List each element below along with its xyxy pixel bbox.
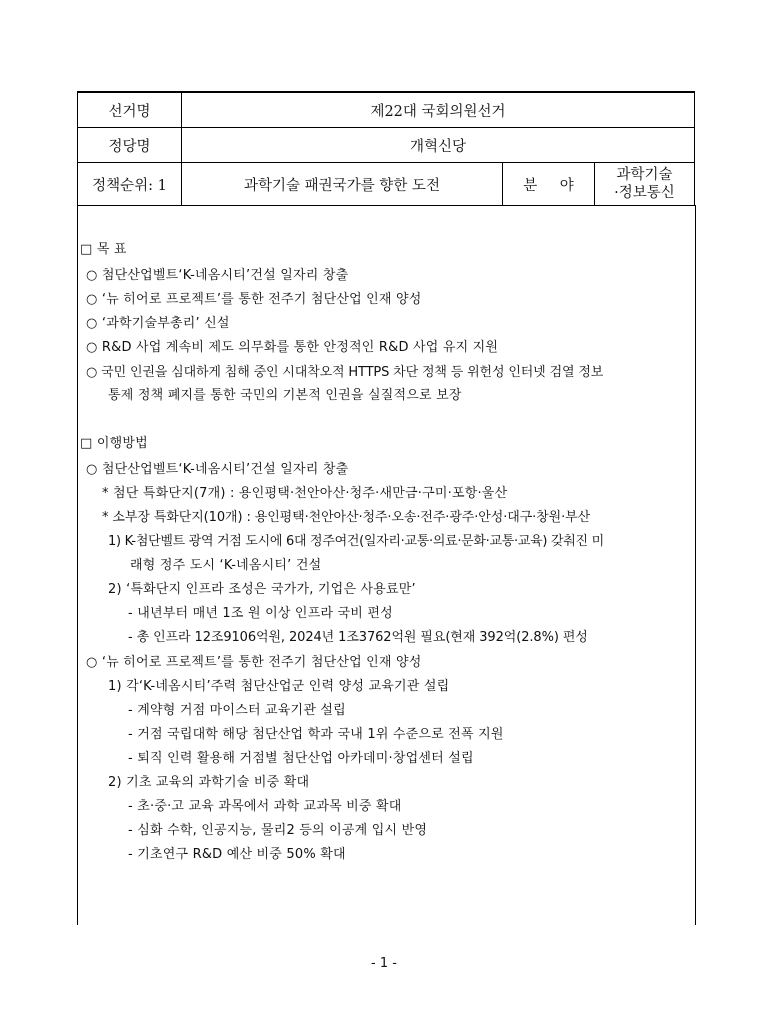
method-line: - 내년부터 매년 1조 원 이상 인프라 국비 편성 <box>128 606 393 621</box>
page-number: - 1 - <box>371 956 397 971</box>
method-line: ○ ‘뉴 히어로 프로젝트’를 통한 전주기 첨단산업 인재 양성 <box>86 655 422 670</box>
goal-item: ○ 첨단산업벨트‘K-네옴시티’건설 일자리 창출 <box>86 268 349 283</box>
header-table <box>77 91 695 206</box>
method-line: - 심화 수학, 인공지능, 물리2 등의 이공계 입시 반영 <box>128 823 428 838</box>
field-value-line1: 과학기술 <box>616 167 673 183</box>
party-label: 정당명 <box>78 128 182 163</box>
election-label: 선거명 <box>78 92 182 128</box>
goal-item: ○ R&D 사업 계속비 제도 의무화를 통한 안정적인 R&D 사업 유지 지원 <box>86 340 499 355</box>
field-value <box>595 163 695 206</box>
party-value: 개혁신당 <box>182 128 695 163</box>
field-label: 분 야 <box>503 163 595 206</box>
goal-item: ○ ‘뉴 히어로 프로젝트’를 통한 전주기 첨단산업 인재 양성 <box>86 292 422 307</box>
methods-heading: □ 이행방법 <box>80 436 148 451</box>
rank-label: 정책순위: 1 <box>78 163 182 206</box>
goals-heading: □ 목 표 <box>80 242 127 257</box>
goal-item: ○ 국민 인권을 심대하게 침해 중인 시대착오적 HTTPS 차단 정책 등 위헌성 인터넷 검열 정보 <box>86 365 604 380</box>
method-line: 래형 정주 도시 ‘K-네옴시티’ 건설 <box>130 558 322 573</box>
method-line: 2) 기초 교육의 과학기술 비중 확대 <box>108 775 310 790</box>
method-line: - 퇴직 인력 활용해 거점별 첨단산업 아카데미·창업센터 설립 <box>128 751 474 766</box>
goal-item-continuation: 통제 정책 폐지를 통한 국민의 기본적 인권을 실질적으로 보장 <box>108 388 462 403</box>
method-line: ○ 첨단산업벨트‘K-네옴시티’건설 일자리 창출 <box>86 462 349 477</box>
method-line: - 기초연구 R&D 예산 비중 50% 확대 <box>128 847 346 862</box>
method-line: * 소부장 특화단지(10개) : 용인평택·천안아산·청주·오송·전주·광주·안성·대구·창원·부산 <box>102 510 591 525</box>
method-line: - 계약형 거점 마이스터 교육기관 설립 <box>128 703 346 718</box>
method-line: 2) ‘특화단지 인프라 조성은 국가가, 기업은 사용료만’ <box>108 582 416 597</box>
field-value-line2: ·정보통신 <box>614 185 675 201</box>
method-line: * 첨단 특화단지(7개) : 용인평택·천안아산·청주·새만금·구미·포항·울산 <box>102 486 508 501</box>
method-line: 1) K-첨단벨트 광역 거점 도시에 6대 정주여건(일자리·교통·의료·문화·교통·교육) 갖춰진 미 <box>108 534 604 549</box>
method-line: - 총 인프라 12조9106억원, 2024년 1조3762억원 필요(현재 392억(2.8%) 편성 <box>128 630 588 645</box>
rank-value: 과학기술 패권국가를 향한 도전 <box>182 163 503 206</box>
method-line: - 초·중·고 교육 과목에서 과학 교과목 비중 확대 <box>128 799 402 814</box>
goal-item: ○ ‘과학기술부총리’ 신설 <box>86 316 230 331</box>
method-line: - 거점 국립대학 해당 첨단산업 학과 국내 1위 수준으로 전폭 지원 <box>128 727 504 742</box>
method-line: 1) 각‘K-네옴시티’주력 첨단산업군 인력 양성 교육기관 설립 <box>108 679 450 694</box>
election-value: 제22대 국회의원선거 <box>182 92 695 128</box>
